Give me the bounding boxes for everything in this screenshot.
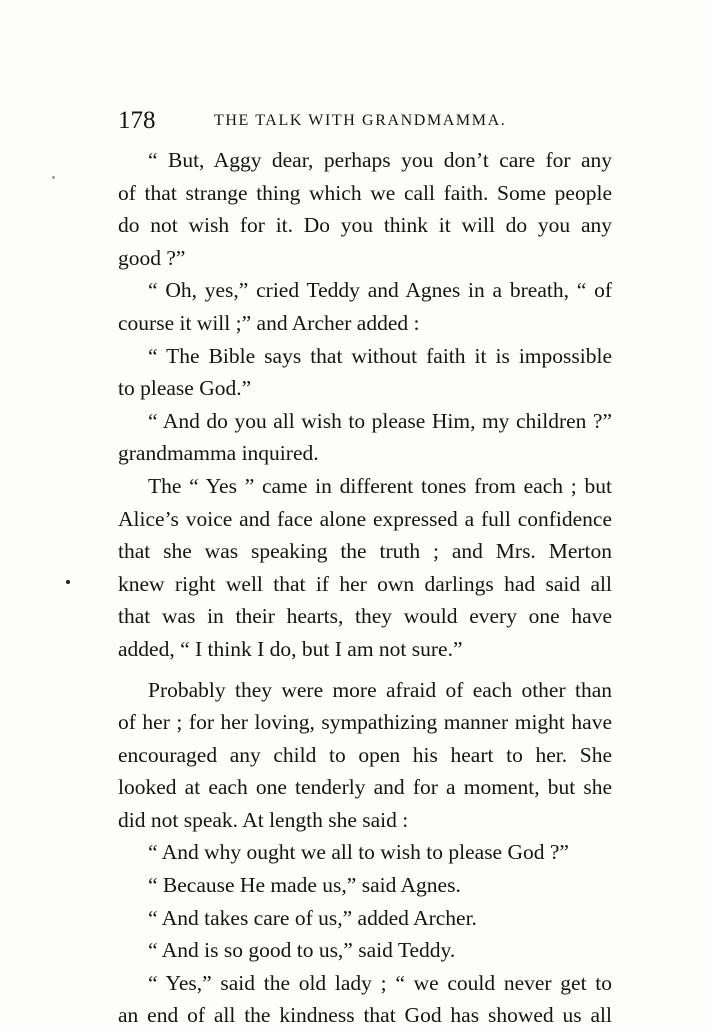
running-title: THE TALK WITH GRANDMAMMA. <box>214 112 507 129</box>
text-line: grandmamma inquired. <box>118 441 319 466</box>
text-line: knew right well that if her own darlings had said all <box>118 571 612 596</box>
text-line: of that strange thing which we call faith. Some people <box>118 180 612 205</box>
text-line: did not speak. At length she said : <box>118 807 409 832</box>
text-line: of her ; for her loving, sympathizing manner might have <box>118 710 612 735</box>
text-line: to please God.” <box>118 376 252 401</box>
text-line: “ Oh, yes,” cried Teddy and Agnes in a breath, “ of <box>148 278 612 303</box>
text-line: added, “ I think I do, but I am not sure.” <box>118 636 463 661</box>
text-line: “ And why ought we all to wish to please God ?” <box>148 840 569 865</box>
text-line: that she was speaking the truth ; and Mrs. Merton <box>118 539 612 564</box>
text-line: “ But, Aggy dear, perhaps you don’t care for any <box>148 148 612 172</box>
ink-speck <box>66 580 70 584</box>
running-head <box>118 104 612 138</box>
text-line: good ?” <box>118 245 186 270</box>
text-line: do not wish for it. Do you think it will do you any <box>118 213 612 238</box>
page-number: 178 <box>118 107 156 134</box>
text-line: looked at each one tenderly and for a moment, but she <box>118 775 612 800</box>
ink-speck <box>52 176 55 179</box>
text-line: “ Yes,” said the old lady ; “ we could never get to <box>148 970 612 995</box>
text-line: “ The Bible says that without faith it is impossible <box>148 343 612 368</box>
body-text <box>118 144 612 1032</box>
text-line: that was in their hearts, they would every one have <box>118 604 612 629</box>
text-line: Alice’s voice and face alone expressed a full confidence <box>118 506 612 531</box>
text-line: “ And takes care of us,” added Archer. <box>148 905 477 930</box>
text-line: Probably they were more afraid of each other than <box>148 677 612 702</box>
text-line: “ And do you all wish to please Him, my children ?” <box>148 408 612 433</box>
text-line: “ Because He made us,” said Agnes. <box>148 873 461 898</box>
text-line: “ And is so good to us,” said Teddy. <box>148 938 456 963</box>
text-line: course it will ;” and Archer added : <box>118 310 420 335</box>
text-line: encouraged any child to open his heart to her. She <box>118 742 612 767</box>
text-line: an end of all the kindness that God has showed us all <box>118 1003 612 1028</box>
text-line: The “ Yes ” came in different tones from each ; but <box>148 473 612 498</box>
